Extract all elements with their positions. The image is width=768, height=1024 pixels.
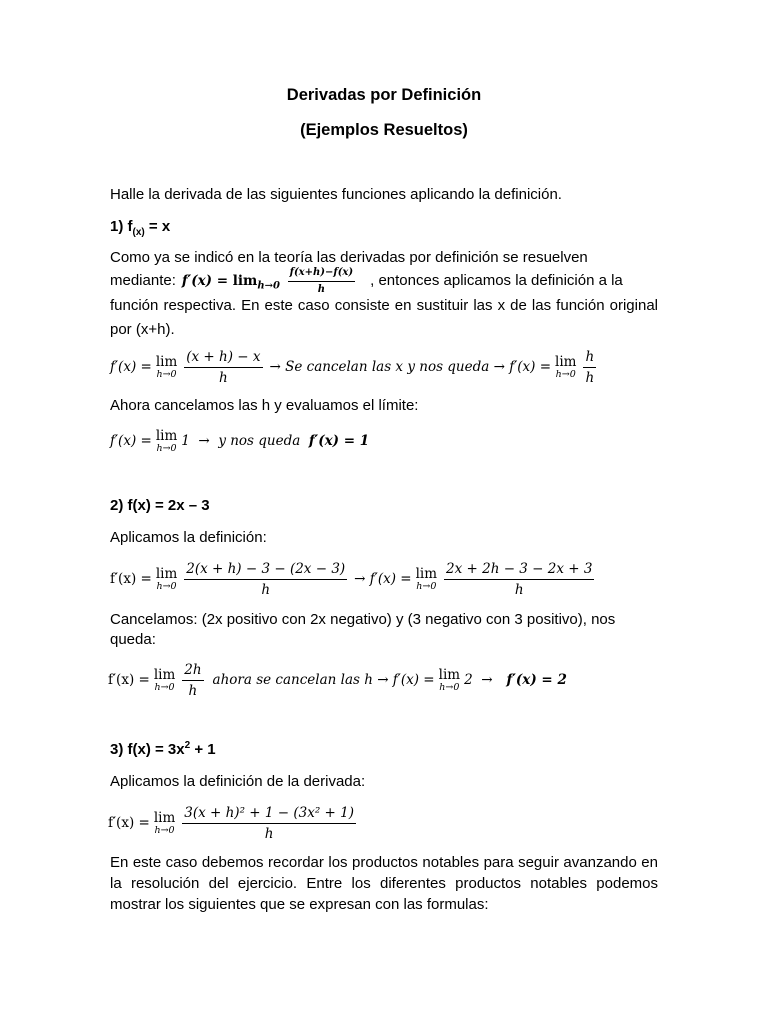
ex3-paragraph: En este caso debemos recordar los productos notables para seguir avanzando en la resolución del ejercicio. Entre los diferentes productos notables podemos mostrar los siguientes que se expresan con las formulas: — [110, 854, 658, 913]
ex1-definition-line — [110, 266, 623, 296]
ex1-equation-1: f′(x) = lim h→0 $\frac{(x + h) - x}{h}$ → Se cancelan las x y nos queda → f′(x) = lim h→0 $\frac{h}{h}$ — [110, 348, 595, 386]
ex1-para-line3: función respectiva. En este caso consiste en sustituir las x de las función original por (x+h). — [110, 297, 658, 338]
ex1-para-mediante: mediante: — [110, 272, 176, 289]
ex2-cancel-line2: queda: — [110, 631, 156, 648]
ex1-cancel-text: Ahora cancelamos las h y evaluamos el límite: — [110, 397, 419, 414]
page-subtitle: (Ejemplos Resueltos) — [300, 121, 468, 139]
ex1-para-line1: Como ya se indicó en la teoría las derivadas por definición se resuelven — [110, 249, 588, 266]
ex2-equation-1: f′(x) = lim h→0 $\frac{2(x + h) - 3 - (2x - 3)}{h}$ → f′(x) = lim h→0 $\frac{2x + 2h - 3 - 2x + 3}{h}$ — [110, 560, 593, 598]
ex1-equation-2: f′(x) = lim h→0 1 → y nos queda f′(x) = 1 — [110, 428, 370, 454]
intro-text: Halle la derivada de las siguientes funciones aplicando la definición. — [110, 186, 562, 203]
def-formula: $f'(x) = \lim_{h\to 0}$ $\frac{f(x+h)-f(x)}{h}$ — [181, 266, 354, 295]
ex3-equation-1: f′(x) = lim h→0 $\frac{\text{3(x + h)² + 1 − (3x² + 1)}}{h}$ — [108, 804, 354, 842]
ex2-equation-2: f′(x) = lim h→0 $\frac{2h}{h}$ ahora se cancelan las h → f′(x) = lim h→0 2 → f′(x) = 2 — [108, 661, 567, 699]
ex3-apply-text: Aplicamos la definición de la derivada: — [110, 773, 366, 790]
ex2-heading: 2) f(x) = 2x – 3 — [110, 497, 210, 514]
page-title: Derivadas por Definición — [286, 86, 482, 104]
ex1-para-entonces: , entonces aplicamos la definición a la — [370, 272, 623, 289]
ex3-heading: 3) $f(x) = 3x^2 + 1$ — [110, 740, 216, 758]
ex2-cancel-line1: Cancelamos: (2x positivo con 2x negativo) y (3 negativo con 3 positivo), nos — [110, 611, 616, 628]
ex1-heading: 1) $f_{(x)} = x$ — [110, 218, 171, 238]
ex2-apply-text: Aplicamos la definición: — [110, 529, 267, 546]
